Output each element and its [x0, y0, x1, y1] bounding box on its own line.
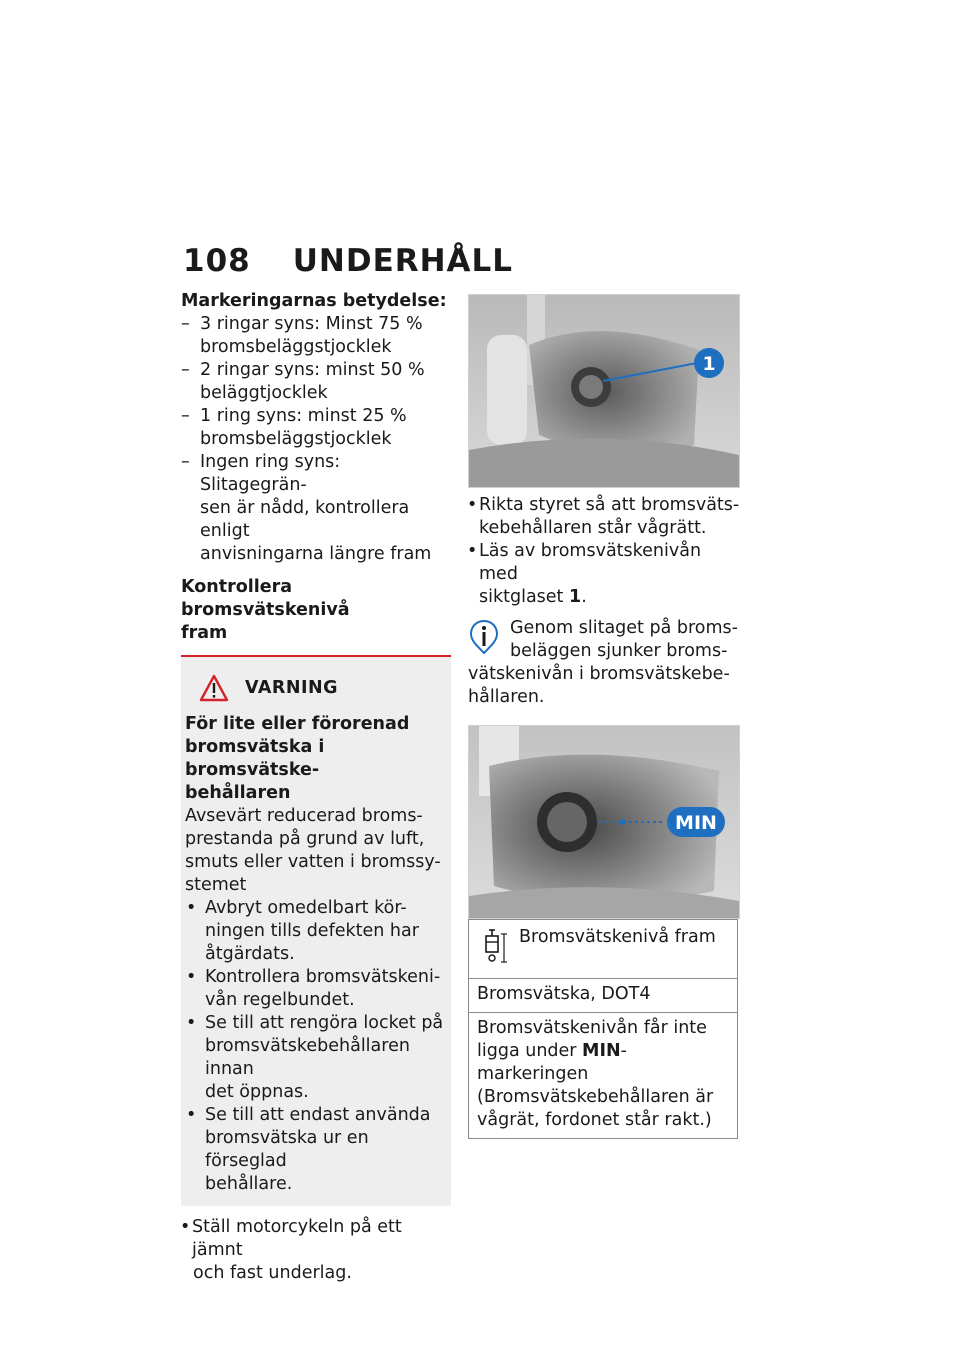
brake-reservoir-photo	[468, 294, 740, 488]
left-column	[181, 290, 451, 1285]
list-item: • Läs av bromsvätskenivån med siktglaset 1.	[467, 541, 702, 607]
list-item: – 2 ringar syns: minst 50 % beläggtjocklek	[181, 360, 425, 403]
min-mark-illustration	[469, 726, 739, 918]
list-item: – 1 ring syns: minst 25 % bromsbeläggstjocklek	[181, 406, 407, 449]
warning-header	[199, 673, 447, 703]
warning-bullets	[185, 897, 447, 1196]
spec-table	[468, 919, 738, 1139]
warning-triangle-icon	[199, 674, 229, 702]
list-item: • Kontrollera bromsvätskeni- vån regelbundet.	[186, 967, 441, 1010]
list-item: – 3 ringar syns: Minst 75 % bromsbeläggstjocklek	[181, 314, 423, 357]
info-icon	[468, 619, 500, 657]
fluid-level-icon	[483, 926, 507, 970]
list-item: • Se till att rengöra locket på bromsvätskebehållaren innan det öppnas.	[186, 1013, 444, 1102]
warning-title: För lite eller förorenad bromsvätska i bromsvätske- behållaren	[185, 714, 410, 803]
spec-title: Bromsvätskenivå fram	[519, 927, 716, 947]
page-header	[183, 243, 513, 279]
spec-note-cell: Bromsvätskenivån får inte ligga under MIN-markeringen (Bromsvätskebehållaren är vågrät, fordonet står rakt.)	[469, 1013, 738, 1139]
warning-box	[181, 657, 451, 1206]
info-note: Genom slitaget på broms- beläggen sjunker broms- vätskenivån i bromsvätskebe- hållaren.	[468, 618, 738, 707]
spec-header-cell	[469, 920, 738, 979]
min-callout-label: MIN	[675, 812, 717, 834]
section-title: UNDERHÅLL	[292, 243, 514, 279]
callout-1-label: 1	[702, 353, 716, 375]
page-number: 108	[183, 243, 251, 279]
markings-title: Markeringarnas betydelse:	[181, 291, 447, 311]
warning-label: VARNING	[245, 677, 339, 698]
spec-fluid-cell: Bromsvätska, DOT4	[469, 979, 738, 1013]
check-title: Kontrollera bromsvätskenivå fram	[181, 577, 350, 643]
brake-reservoir-illustration	[469, 295, 739, 487]
list-item: • Se till att endast använda bromsvätska ur en förseglad behållare.	[186, 1105, 431, 1194]
right-column	[468, 294, 740, 1139]
markings-list	[181, 313, 451, 566]
list-item: • Avbryt omedelbart kör- ningen tills defekten har åtgärdats.	[186, 898, 419, 964]
brake-level-photo	[468, 725, 740, 919]
list-item: • Rikta styret så att bromsväts- kebehållaren står vågrätt.	[467, 495, 740, 538]
warning-body: Avsevärt reducerad broms- prestanda på grund av luft, smuts eller vatten i bromssy- stemet	[185, 806, 441, 895]
steps-list	[468, 494, 740, 609]
step-item: • Ställ motorcykeln på ett jämnt och fast underlag.	[180, 1217, 402, 1283]
sight-glass-ref: 1	[569, 587, 582, 607]
list-item: – Ingen ring syns: Slitagegrän- sen är nådd, kontrollera enligt anvisningarna längre fram	[181, 452, 432, 564]
